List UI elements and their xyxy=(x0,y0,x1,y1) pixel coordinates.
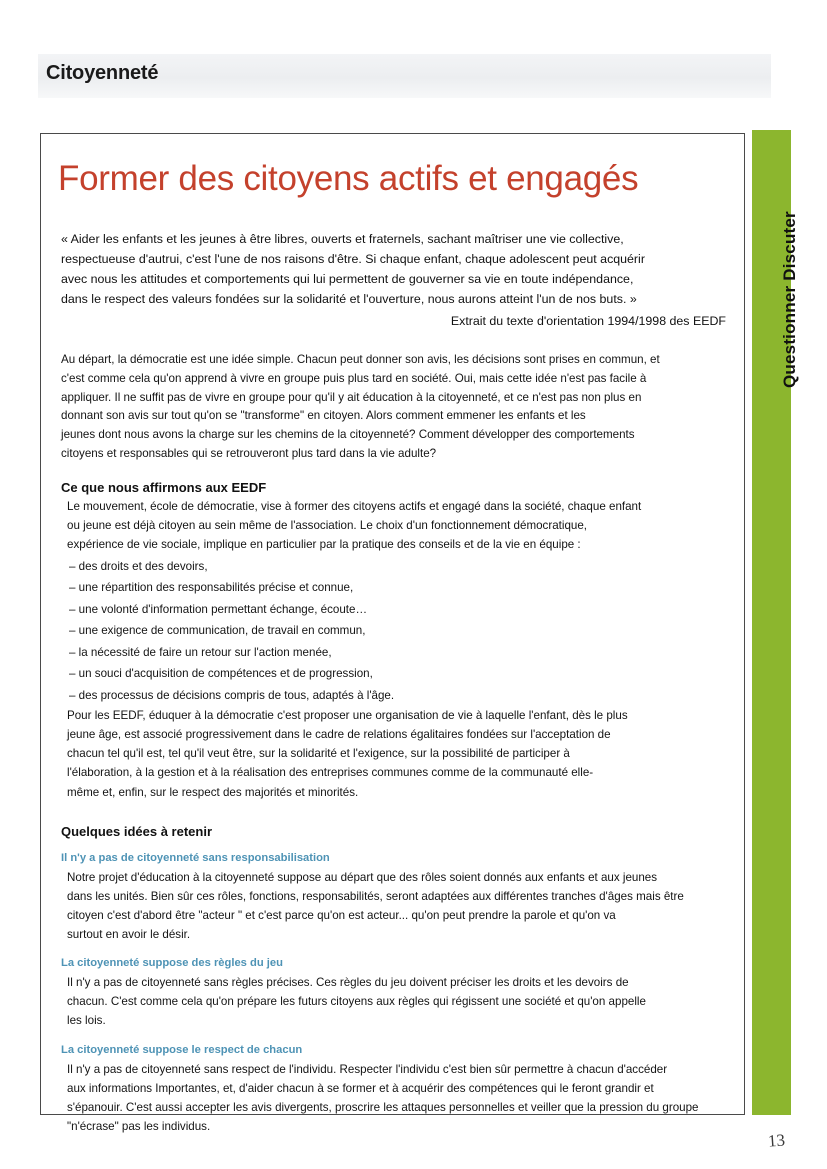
affirmations-line: Le mouvement, école de démocratie, vise à former des citoyens actifs et engagé dans la société, chaque enfant xyxy=(67,499,642,513)
list-item: – des droits et des devoirs, xyxy=(69,560,208,574)
affirmations-line: ou jeune est déjà citoyen au sein même de l'association. Le choix d'un fonctionnement démocratique, xyxy=(67,518,588,532)
intro-line: appliquer. Il ne suffit pas de vivre en groupe pour qu'il y ait éducation à la citoyenneté, et ce n'est pas non plus en xyxy=(61,390,642,404)
list-item: – un souci d'acquisition de compétences et de progression, xyxy=(69,667,373,681)
intro-line: Au départ, la démocratie est une idée simple. Chacun peut donner son avis, les décisions sont prises en commun, et xyxy=(61,352,660,366)
quote-line: avec nous les attitudes et comportements qui lui permettent de gouverner sa vie en toute indépendance, xyxy=(61,271,634,286)
subheading-regles-du-jeu: La citoyenneté suppose des règles du jeu xyxy=(61,957,283,970)
idea-line: surtout en avoir le désir. xyxy=(67,928,191,942)
closing-line: l'élaboration, à la gestion et à la réalisation des entreprises communes comme de la communauté elle- xyxy=(67,766,594,780)
idea-line: s'épanouir. C'est aussi accepter les avis divergents, proscrire les attaques personnelles et veiller que la pression du groupe xyxy=(67,1100,699,1114)
idea-line: Il n'y a pas de citoyenneté sans règles précises. Ces règles du jeu doivent préciser les droits et les devoirs de xyxy=(67,976,629,990)
idea-line: Il n'y a pas de citoyenneté sans respect de l'individu. Respecter l'individu c'est bien sûr permettre à chacun d'accéder xyxy=(67,1062,668,1076)
article-inner xyxy=(55,146,732,1136)
page-number: 13 xyxy=(767,1130,786,1151)
idea-line: "n'écrase" pas les individus. xyxy=(67,1119,211,1133)
subheading-respect-de-chacun: La citoyenneté suppose le respect de chacun xyxy=(61,1043,303,1056)
subheading-responsabilisation: Il n'y a pas de citoyenneté sans responsabilisation xyxy=(61,851,330,864)
idea-line: citoyen c'est d'abord être "acteur " et c'est parce qu'on est acteur... qu'on peut prendre la parole et qu'on va xyxy=(67,908,616,922)
quote-source: Extrait du texte d'orientation 1994/1998 des EEDF xyxy=(450,313,726,328)
pull-quote xyxy=(61,229,726,331)
intro-paragraph xyxy=(61,351,726,464)
idea-paragraph-respect-de-chacun xyxy=(67,1060,726,1137)
idea-paragraph-regles-du-jeu xyxy=(67,973,726,1030)
list-item: – des processus de décisions compris de tous, adaptés à l'âge. xyxy=(69,688,395,702)
quote-line: « Aider les enfants et les jeunes à être libres, ouverts et fraternels, sachant maîtriser une vie collective, xyxy=(61,231,624,246)
intro-line: c'est comme cela qu'on apprend à vivre en groupe puis plus tard en société. Oui, mais cette idée n'est pas facile à xyxy=(61,371,647,385)
section-heading-ideas: Quelques idées à retenir xyxy=(61,823,213,839)
quote-line: respectueuse d'autrui, c'est l'une de nos raisons d'être. Si chaque enfant, chaque adolescent peut acquérir xyxy=(61,251,645,266)
article-content-box xyxy=(40,133,745,1133)
intro-line: donnant son avis sur tout qu'on se "transforme" en citoyen. Alors comment emmener les enfants et les xyxy=(61,409,586,423)
list-item: – une exigence de communication, de travail en commun, xyxy=(69,624,366,638)
affirmations-list xyxy=(55,556,732,706)
closing-line: même et, enfin, sur le respect des majorités et minorités. xyxy=(67,785,359,799)
affirmations-closing-paragraph xyxy=(67,706,726,802)
list-item: – la nécessité de faire un retour sur l'action menée, xyxy=(69,645,332,659)
idea-line: Notre projet d'éducation à la citoyenneté suppose au départ que des rôles soient donnés aux enfants et aux jeunes xyxy=(67,870,658,884)
section-heading-affirmations: Ce que nous affirmons aux EEDF xyxy=(61,479,267,495)
closing-line: Pour les EEDF, éduquer à la démocratie c'est proposer une organisation de vie à laquelle l'enfant, dès le plus xyxy=(67,709,628,723)
affirmations-paragraph xyxy=(67,497,726,554)
list-item: – une volonté d'information permettant échange, écoute… xyxy=(69,602,368,616)
intro-line: citoyens et responsables qui se retrouveront plus tard dans la vie adulte? xyxy=(61,446,437,460)
closing-line: chacun tel qu'il est, tel qu'il veut être, sur la solidarité et l'exigence, sur la possibilité de participer à xyxy=(67,747,570,761)
idea-line: les lois. xyxy=(67,1014,106,1028)
intro-line: jeunes dont nous avons la charge sur les chemins de la citoyenneté? Comment développer des comportements xyxy=(61,428,635,442)
idea-line: dans les unités. Bien sûr ces rôles, fonctions, responsabilités, seront adaptées aux différentes tranches d'âges mais être xyxy=(67,889,684,903)
article-title: Former des citoyens actifs et engagés xyxy=(58,159,639,198)
idea-paragraph-responsabilisation xyxy=(67,868,726,945)
affirmations-line: expérience de vie sociale, implique en particulier par la pratique des conseils et de la vie en équipe : xyxy=(67,537,581,551)
idea-line: aux informations Importantes, et, d'aider chacun à se former et à acquérir des compétences qui le feront grandir et xyxy=(67,1081,654,1095)
closing-line: jeune âge, est associé progressivement dans le cadre de relations égalitaires fondées sur l'acceptation de xyxy=(67,728,611,742)
side-tab-label: Questionner Discuter xyxy=(780,211,799,388)
list-item: – une répartition des responsabilités précise et connue, xyxy=(69,581,354,595)
idea-line: chacun. C'est comme cela qu'on prépare les futurs citoyens aux règles qui régissent une société et qu'on appelle xyxy=(67,995,646,1009)
section-side-tab xyxy=(752,130,799,1115)
page-header-title: Citoyenneté xyxy=(46,62,159,84)
quote-line: dans le respect des valeurs fondées sur la solidarité et l'ouverture, nous aurons atteint l'un de nos buts. » xyxy=(61,291,637,306)
spacer xyxy=(55,802,732,808)
